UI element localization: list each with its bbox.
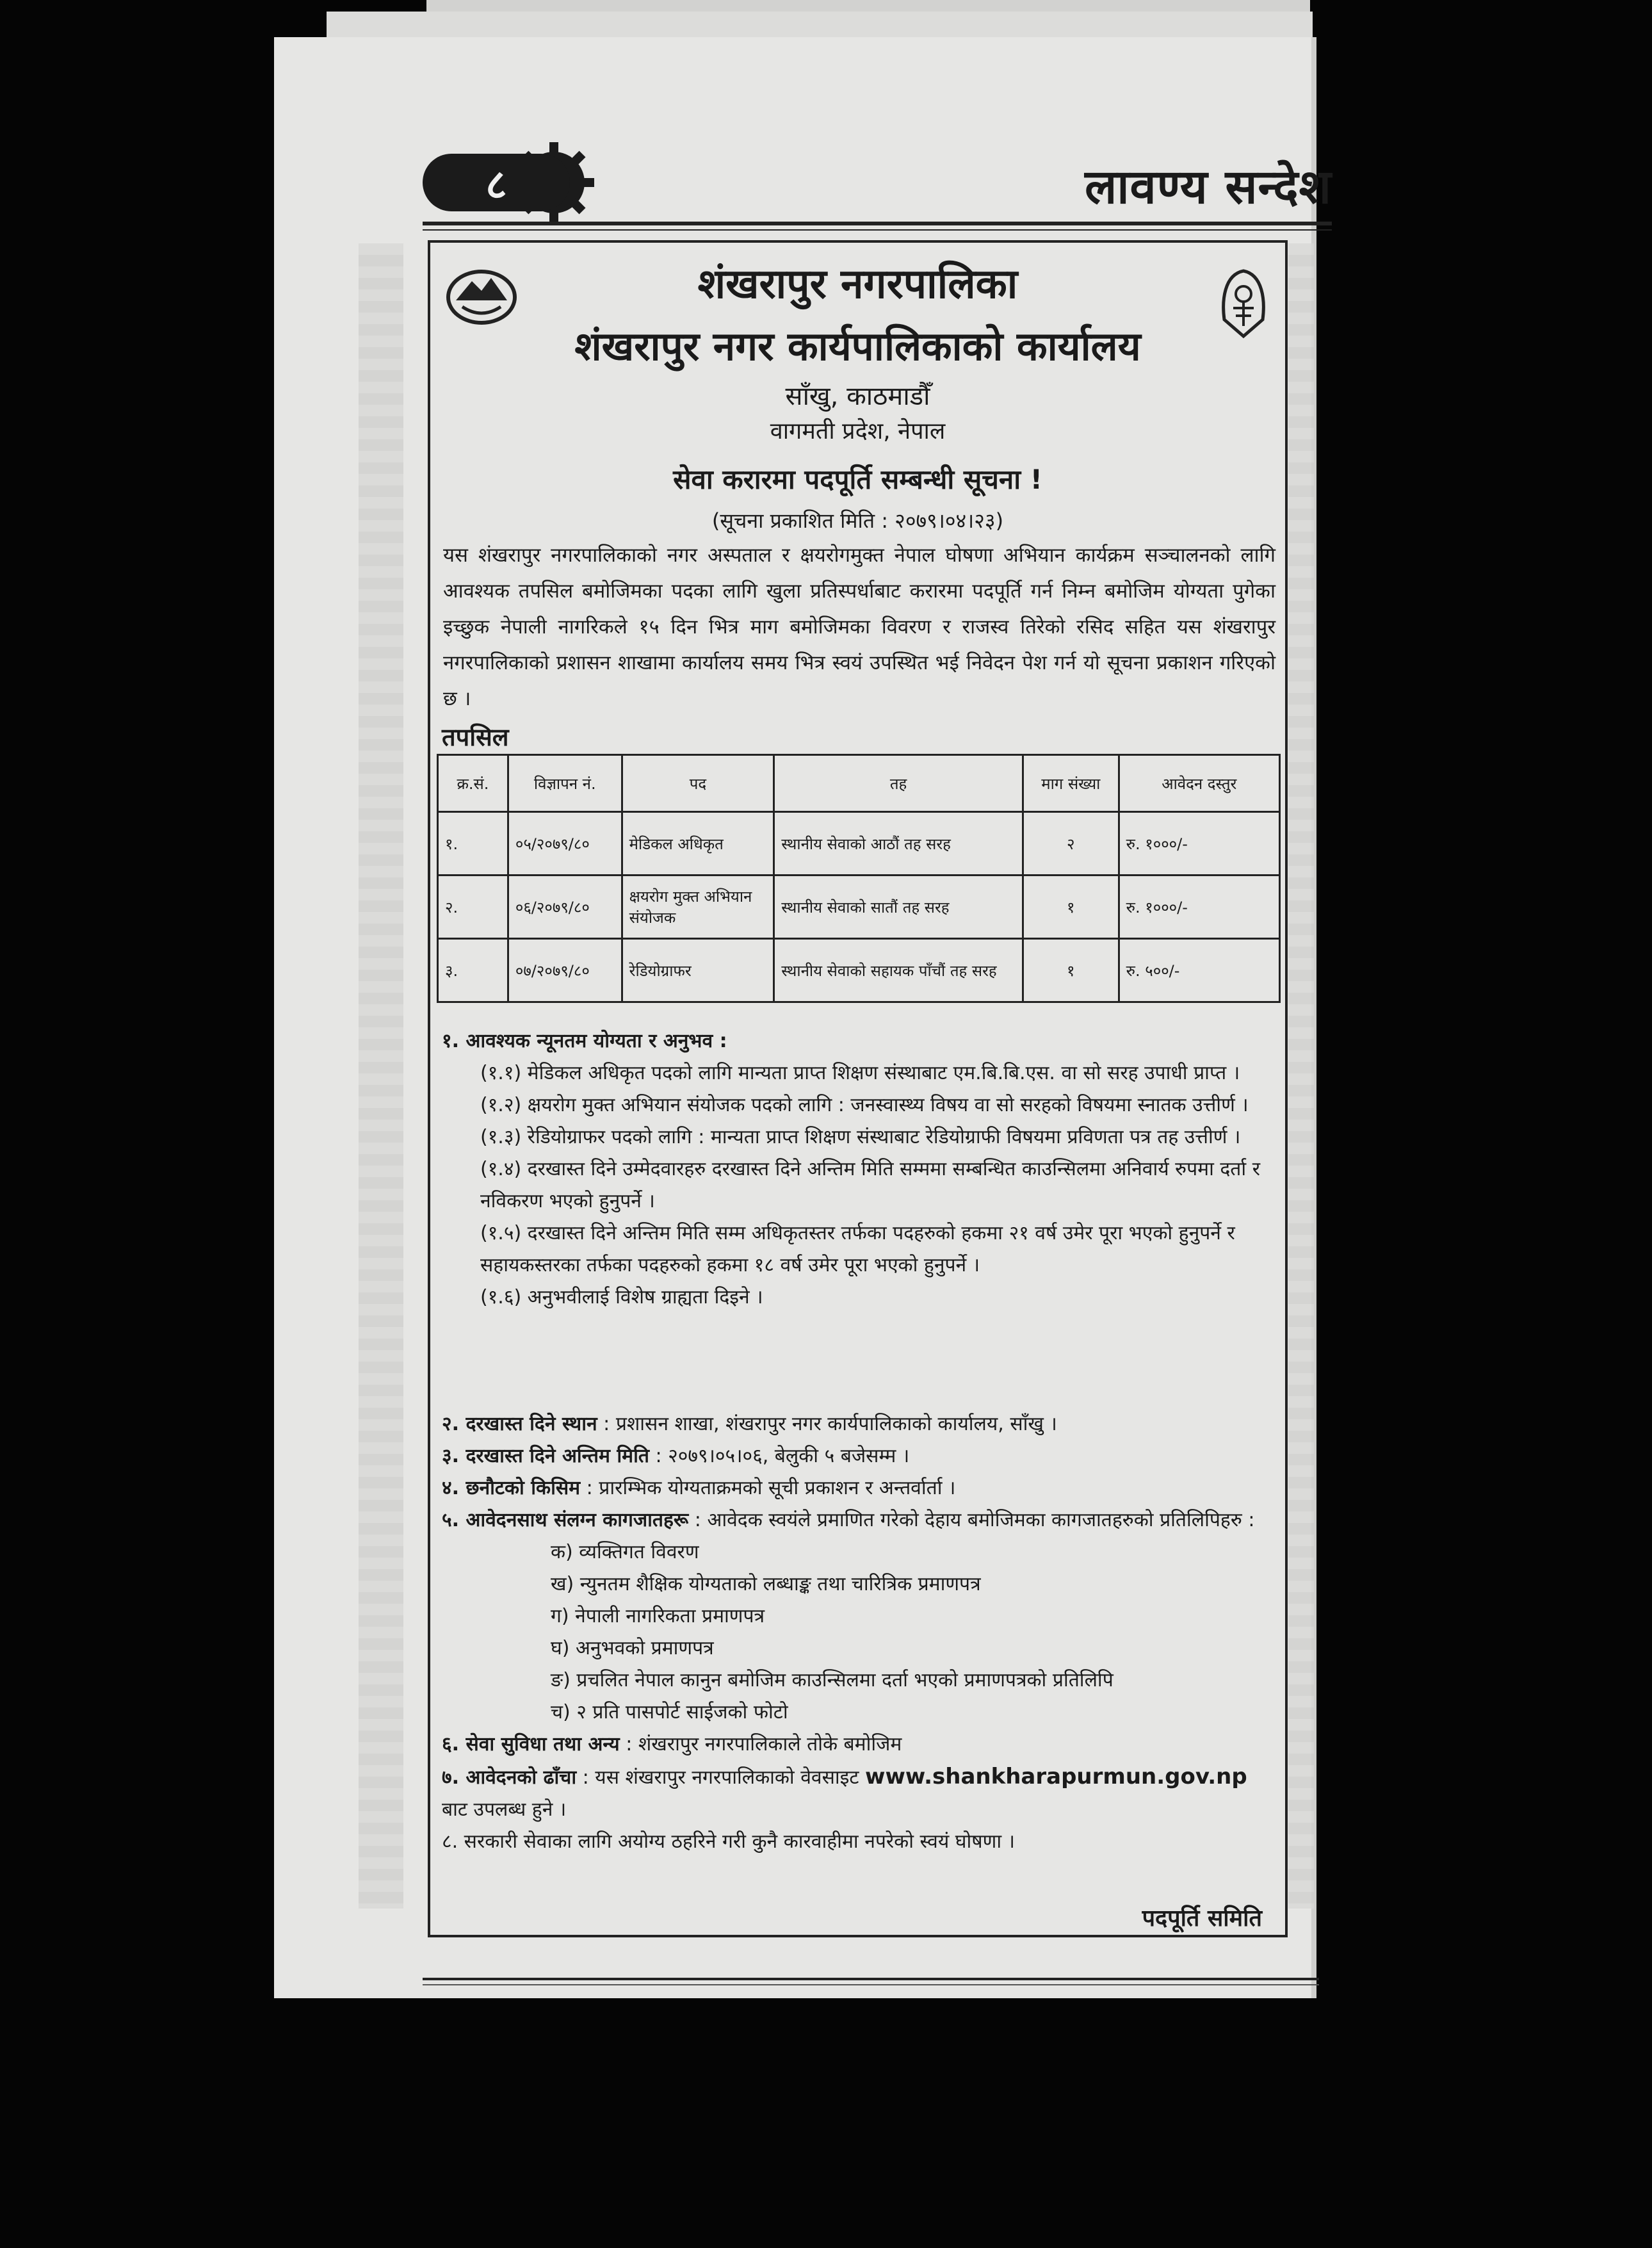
deadline-label: ३. दरखास्त दिने अन्तिम मिति: [442, 1445, 649, 1467]
selection-type: [442, 1472, 1274, 1504]
application-place: [442, 1408, 1274, 1440]
qualification-item: (१.६) अनुभवीलाई विशेष ग्राह्यता दिइने ।: [480, 1286, 763, 1308]
selection-type-text: : प्रारम्भिक योग्यताक्रमको सूची प्रकाशन र अन्तर्वार्ता ।: [586, 1477, 956, 1499]
schedule-label: तपसिल: [442, 723, 509, 751]
page-number: ८: [423, 154, 570, 211]
qualifications-section: [442, 1025, 1274, 1314]
municipality-title: शंखरापुर नगरपालिका: [697, 261, 1018, 308]
application-format-text: : यस शंखरापुर नगरपालिकाको वेवसाइट: [582, 1766, 859, 1789]
website-link[interactable]: www.shankharapurmun.gov.np: [865, 1764, 1247, 1789]
document-item: च) २ प्रति पासपोर्ट साईजको फोटो: [551, 1701, 788, 1723]
left-column-bleed: [359, 243, 403, 1909]
documents-text: : आवेदक स्वयंले प्रमाणित गरेको देहाय बमोजिमका कागजातहरुको प्रतिलिपिहरु :: [694, 1509, 1255, 1531]
cell: १: [1023, 939, 1119, 1002]
application-place-label: २. दरखास्त दिने स्थान: [442, 1413, 597, 1435]
selection-type-label: ४. छनौटको किसिम: [442, 1477, 581, 1499]
col-level: तह: [774, 755, 1023, 812]
facilities-label: ६. सेवा सुविधा तथा अन्य: [442, 1733, 620, 1755]
document-item: ङ) प्रचलित नेपाल कानुन बमोजिम काउन्सिलमा दर्ता भएको प्रमाणपत्रको प्रतिलिपि: [551, 1669, 1113, 1691]
deadline-text: : २०७९।०५।०६, बेलुकी ५ बजेसम्म ।: [655, 1445, 910, 1467]
masthead-rule: [423, 222, 1332, 225]
cell: २.: [438, 876, 508, 939]
signature-recruitment-committee: पदपूर्ति समिति: [1142, 1905, 1262, 1932]
cell: २: [1023, 812, 1119, 876]
col-fee: आवेदन दस्तुर: [1119, 755, 1279, 812]
self-declaration: ८. सरकारी सेवाका लागि अयोग्य ठहरिने गरी कुनै कारवाहीमा नपरेको स्वयं घोषणा ।: [442, 1830, 1015, 1853]
right-column-bleed: [1288, 243, 1314, 1909]
col-post: पद: [622, 755, 774, 812]
table-row: [438, 876, 1280, 939]
facilities-text: : शंखरापुर नगरपालिकाले तोके बमोजिम: [626, 1733, 902, 1755]
newspaper-name: लावण्य सन्देश: [1085, 159, 1332, 215]
documents-label: ५. आवेदनसाथ संलग्न कागजातहरू: [442, 1509, 689, 1531]
address-line-1: साँखु, काठमाडौँ: [785, 382, 930, 411]
cell: क्षयरोग मुक्त अभियान संयोजक: [622, 876, 774, 939]
qualifications-heading: १. आवश्यक न्यूनतम योग्यता र अनुभव :: [442, 1030, 727, 1052]
document-item: ग) नेपाली नागरिकता प्रमाणपत्र: [551, 1605, 765, 1627]
col-demand: माग संख्या: [1023, 755, 1119, 812]
application-format-tail: बाट उपलब्ध हुने ।: [442, 1798, 567, 1821]
masthead-rule-thin: [423, 229, 1332, 231]
cell: रु. १०००/-: [1119, 812, 1279, 876]
vacancy-table: [437, 754, 1281, 1003]
cell: १: [1023, 876, 1119, 939]
qualification-item: (१.५) दरखास्त दिने अन्तिम मिति सम्म अधिकृतस्तर तर्फका पदहरुको हकमा २१ वर्ष उमेर पूरा भएको हुनुपर्ने र सहायकस्तरका तर्फका पदहरुको हकमा १८ वर्ष उमेर पूरा भएको हुनुपर्ने ।: [480, 1222, 1235, 1276]
cell: स्थानीय सेवाको सहायक पाँचौं तह सरह: [774, 939, 1023, 1002]
cell: ०५/२०७९/८०: [508, 812, 622, 876]
cell: स्थानीय सेवाको आठौं तह सरह: [774, 812, 1023, 876]
cell: ३.: [438, 939, 508, 1002]
application-format-label: ७. आवेदनको ढाँचा: [442, 1766, 577, 1789]
table-header-row: [438, 755, 1280, 812]
cell: रेडियोग्राफर: [622, 939, 774, 1002]
document-item: घ) अनुभवको प्रमाणपत्र: [551, 1637, 714, 1659]
cell: रु. १०००/-: [1119, 876, 1279, 939]
cell: रु. ५००/-: [1119, 939, 1279, 1002]
qualification-item: (१.४) दरखास्त दिने उम्मेदवारहरु दरखास्त दिने अन्तिम मिति सम्ममा सम्बन्धित काउन्सिलमा अनिवार्य रुपमा दर्ता र नविकरण भएको हुनुपर्ने ।: [480, 1158, 1260, 1212]
application-format: [442, 1761, 1274, 1794]
document-item: ख) न्युनतम शैक्षिक योग्यताको लब्धाङ्क तथा चारित्रिक प्रमाणपत्र: [551, 1573, 981, 1595]
application-place-text: : प्रशासन शाखा, शंखरापुर नगर कार्यपालिकाको कार्यालय, साँखु ।: [603, 1413, 1057, 1435]
cell: मेडिकल अधिकृत: [622, 812, 774, 876]
cell: स्थानीय सेवाको सातौं तह सरह: [774, 876, 1023, 939]
details-section: [442, 1408, 1274, 1858]
qualification-item: (१.१) मेडिकल अधिकृत पदको लागि मान्यता प्राप्त शिक्षण संस्थाबाट एम.बि.बि.एस. वा सो सरह उपाधी प्राप्त ।: [480, 1062, 1240, 1084]
qualification-item: (१.३) रेडियोग्राफर पदको लागि : मान्यता प्राप्त शिक्षण संस्थाबाट रेडियोग्राफी विषयमा प्रविणता पत्र तह उत्तीर्ण ।: [480, 1126, 1241, 1148]
facilities: [442, 1729, 1274, 1761]
col-serial: क्र.सं.: [438, 755, 508, 812]
intro-paragraph: यस शंखरापुर नगरपालिकाको नगर अस्पताल र क्षयरोगमुक्त नेपाल घोषणा अभियान कार्यक्रम सञ्चालनको लागि आवश्यक तपसिल बमोजिमका पदका लागि खुला प्रतिस्पर्धाबाट करारमा पदपूर्ति गर्न निम्न बमोजिम योग्यता पुगेका इच्छुक नेपाली नागरिकले १५ दिन भित्र माग बमोजिमका विवरण र राजस्व तिरेको रसिद सहित यस शंखरापुर नगरपालिकाको प्रशासन शाखामा कार्यालय समय भित्र स्वयं उपस्थित भई निवेदन पेश गर्न यो सूचना प्रकाशन गरिएको छ ।: [443, 544, 1275, 710]
col-ad-number: विज्ञापन नं.: [508, 755, 622, 812]
masthead: [423, 141, 1332, 224]
table-row: [438, 939, 1280, 1002]
cell: ०६/२०७९/८०: [508, 876, 622, 939]
office-title: शंखरापुर नगर कार्यपालिकाको कार्यालय: [574, 323, 1141, 370]
deadline: [442, 1440, 1274, 1472]
qualification-item: (१.२) क्षयरोग मुक्त अभियान संयोजक पदको लागि : जनस्वास्थ्य विषय वा सो सरहको विषयमा स्नातक उत्तीर्ण ।: [480, 1094, 1249, 1116]
bottom-rule-thin: [423, 1984, 1319, 1985]
table-row: [438, 812, 1280, 876]
publication-date: (सूचना प्रकाशित मिति : २०७९।०४।२३): [711, 509, 1004, 533]
cell: १.: [438, 812, 508, 876]
vacancy-notice: [428, 240, 1288, 1937]
address-line-2: वागमती प्रदेश, नेपाल: [770, 418, 946, 444]
cell: ०७/२०७९/८०: [508, 939, 622, 1002]
documents: [442, 1504, 1274, 1536]
notice-subject: सेवा करारमा पदपूर्ति सम्बन्धी सूचना !: [673, 464, 1042, 495]
document-item: क) व्यक्तिगत विवरण: [551, 1541, 699, 1563]
bottom-rule: [423, 1978, 1319, 1980]
